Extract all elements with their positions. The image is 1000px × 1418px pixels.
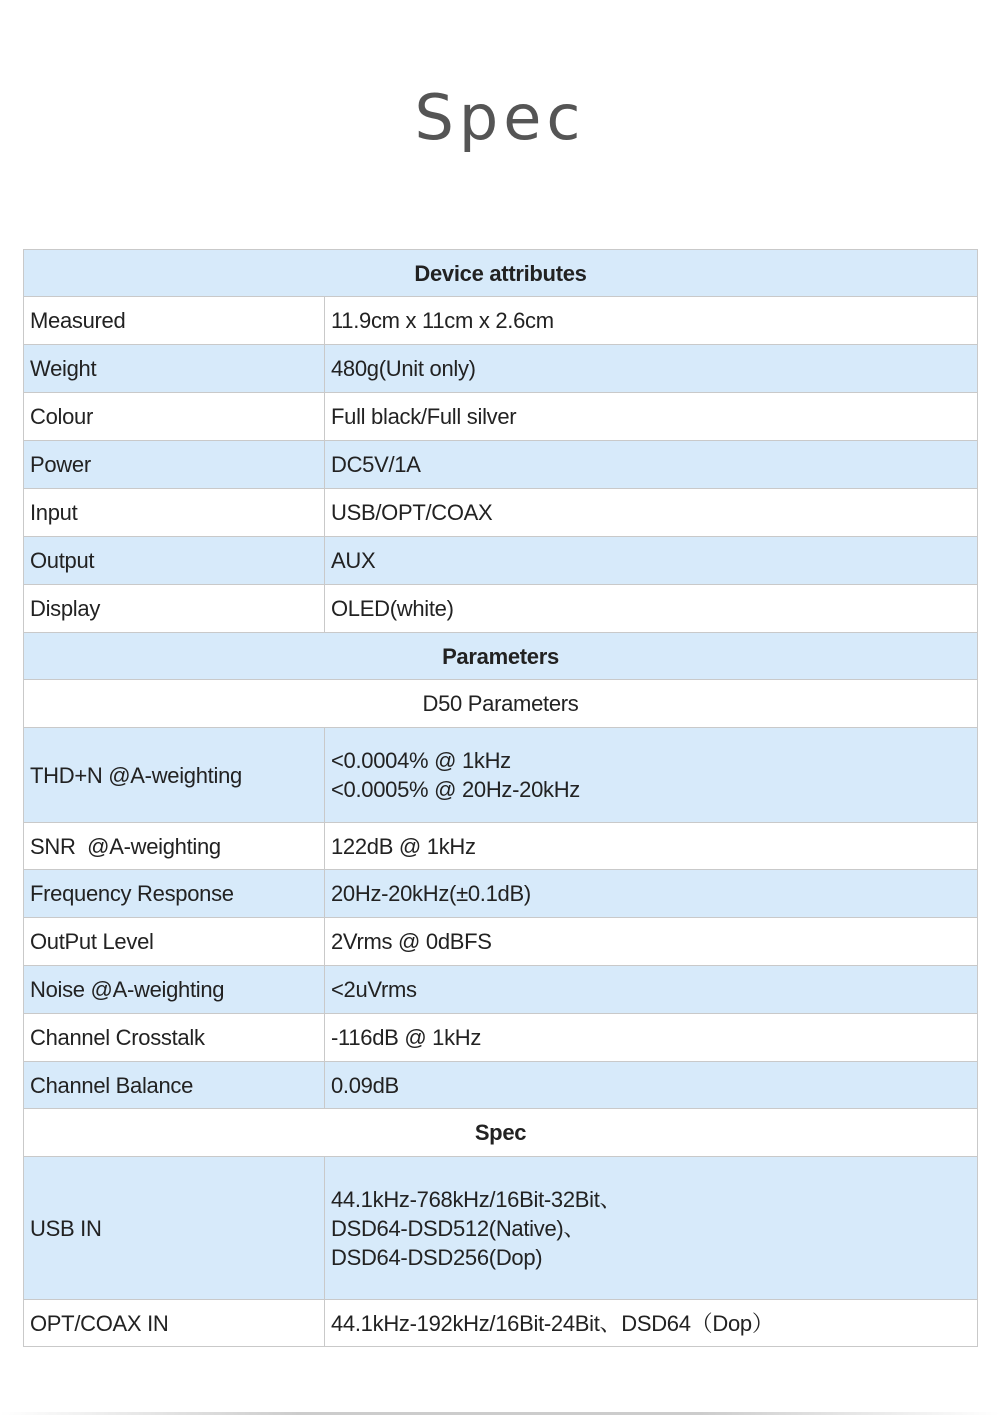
row-value: <2uVrms — [325, 966, 978, 1014]
page-title: Spec — [414, 81, 586, 154]
table-row — [24, 297, 978, 345]
row-value — [325, 1157, 978, 1300]
row-label: OPT/COAX IN — [24, 1300, 325, 1347]
row-label: Channel Balance — [24, 1062, 325, 1109]
row-label: Measured — [24, 297, 325, 345]
row-value: 20Hz-20kHz(±0.1dB) — [325, 870, 978, 918]
table-row — [24, 441, 978, 489]
row-value: OLED(white) — [325, 585, 978, 633]
row-label: Noise @A-weighting — [24, 966, 325, 1014]
row-label: OutPut Level — [24, 918, 325, 966]
row-label: Weight — [24, 345, 325, 393]
value-line: <0.0005% @ 20Hz-20kHz — [331, 777, 580, 802]
table-row — [24, 1300, 978, 1347]
table-row — [24, 393, 978, 441]
table-row — [24, 728, 978, 823]
row-label: USB IN — [24, 1157, 325, 1300]
row-value: USB/OPT/COAX — [325, 489, 978, 537]
row-value: Full black/Full silver — [325, 393, 978, 441]
table-row — [24, 537, 978, 585]
section-header-spec: Spec — [24, 1109, 978, 1157]
table-row — [24, 489, 978, 537]
table-row — [24, 918, 978, 966]
value-line: 44.1kHz-768kHz/16Bit-32Bit、 — [331, 1186, 622, 1212]
subheader-row — [24, 680, 978, 728]
spec-table — [23, 249, 978, 1347]
section-header-row — [24, 1109, 978, 1157]
row-value: 0.09dB — [325, 1062, 978, 1109]
table-row — [24, 870, 978, 918]
section-header-parameters: Parameters — [24, 633, 978, 680]
row-value: 2Vrms @ 0dBFS — [325, 918, 978, 966]
section-header-device: Device attributes — [24, 250, 978, 297]
row-value: 11.9cm x 11cm x 2.6cm — [325, 297, 978, 345]
table-row — [24, 345, 978, 393]
bottom-divider — [0, 1412, 1000, 1415]
row-label: Power — [24, 441, 325, 489]
row-label: Display — [24, 585, 325, 633]
row-label: Input — [24, 489, 325, 537]
row-value — [325, 728, 978, 823]
row-value: AUX — [325, 537, 978, 585]
row-label: Output — [24, 537, 325, 585]
section-header-row — [24, 250, 978, 297]
section-subheader: D50 Parameters — [24, 680, 978, 728]
value-line: DSD64-DSD256(Dop) — [331, 1244, 543, 1270]
row-label: SNR @A-weighting — [24, 823, 325, 870]
row-label: Colour — [24, 393, 325, 441]
value-line: DSD64-DSD512(Native)、 — [331, 1215, 586, 1241]
row-value: DC5V/1A — [325, 441, 978, 489]
table-row — [24, 1014, 978, 1062]
row-value: 44.1kHz-192kHz/16Bit-24Bit、DSD64（Dop） — [325, 1300, 978, 1347]
row-label: Frequency Response — [24, 870, 325, 918]
table-row — [24, 823, 978, 870]
table-row — [24, 585, 978, 633]
table-row — [24, 966, 978, 1014]
section-header-row — [24, 633, 978, 680]
row-value: 122dB @ 1kHz — [325, 823, 978, 870]
row-value: 480g(Unit only) — [325, 345, 978, 393]
row-value: -116dB @ 1kHz — [325, 1014, 978, 1062]
row-label: Channel Crosstalk — [24, 1014, 325, 1062]
row-label: THD+N @A-weighting — [24, 728, 325, 823]
table-row — [24, 1062, 978, 1109]
value-line: <0.0004% @ 1kHz — [331, 748, 511, 773]
table-row — [24, 1157, 978, 1300]
